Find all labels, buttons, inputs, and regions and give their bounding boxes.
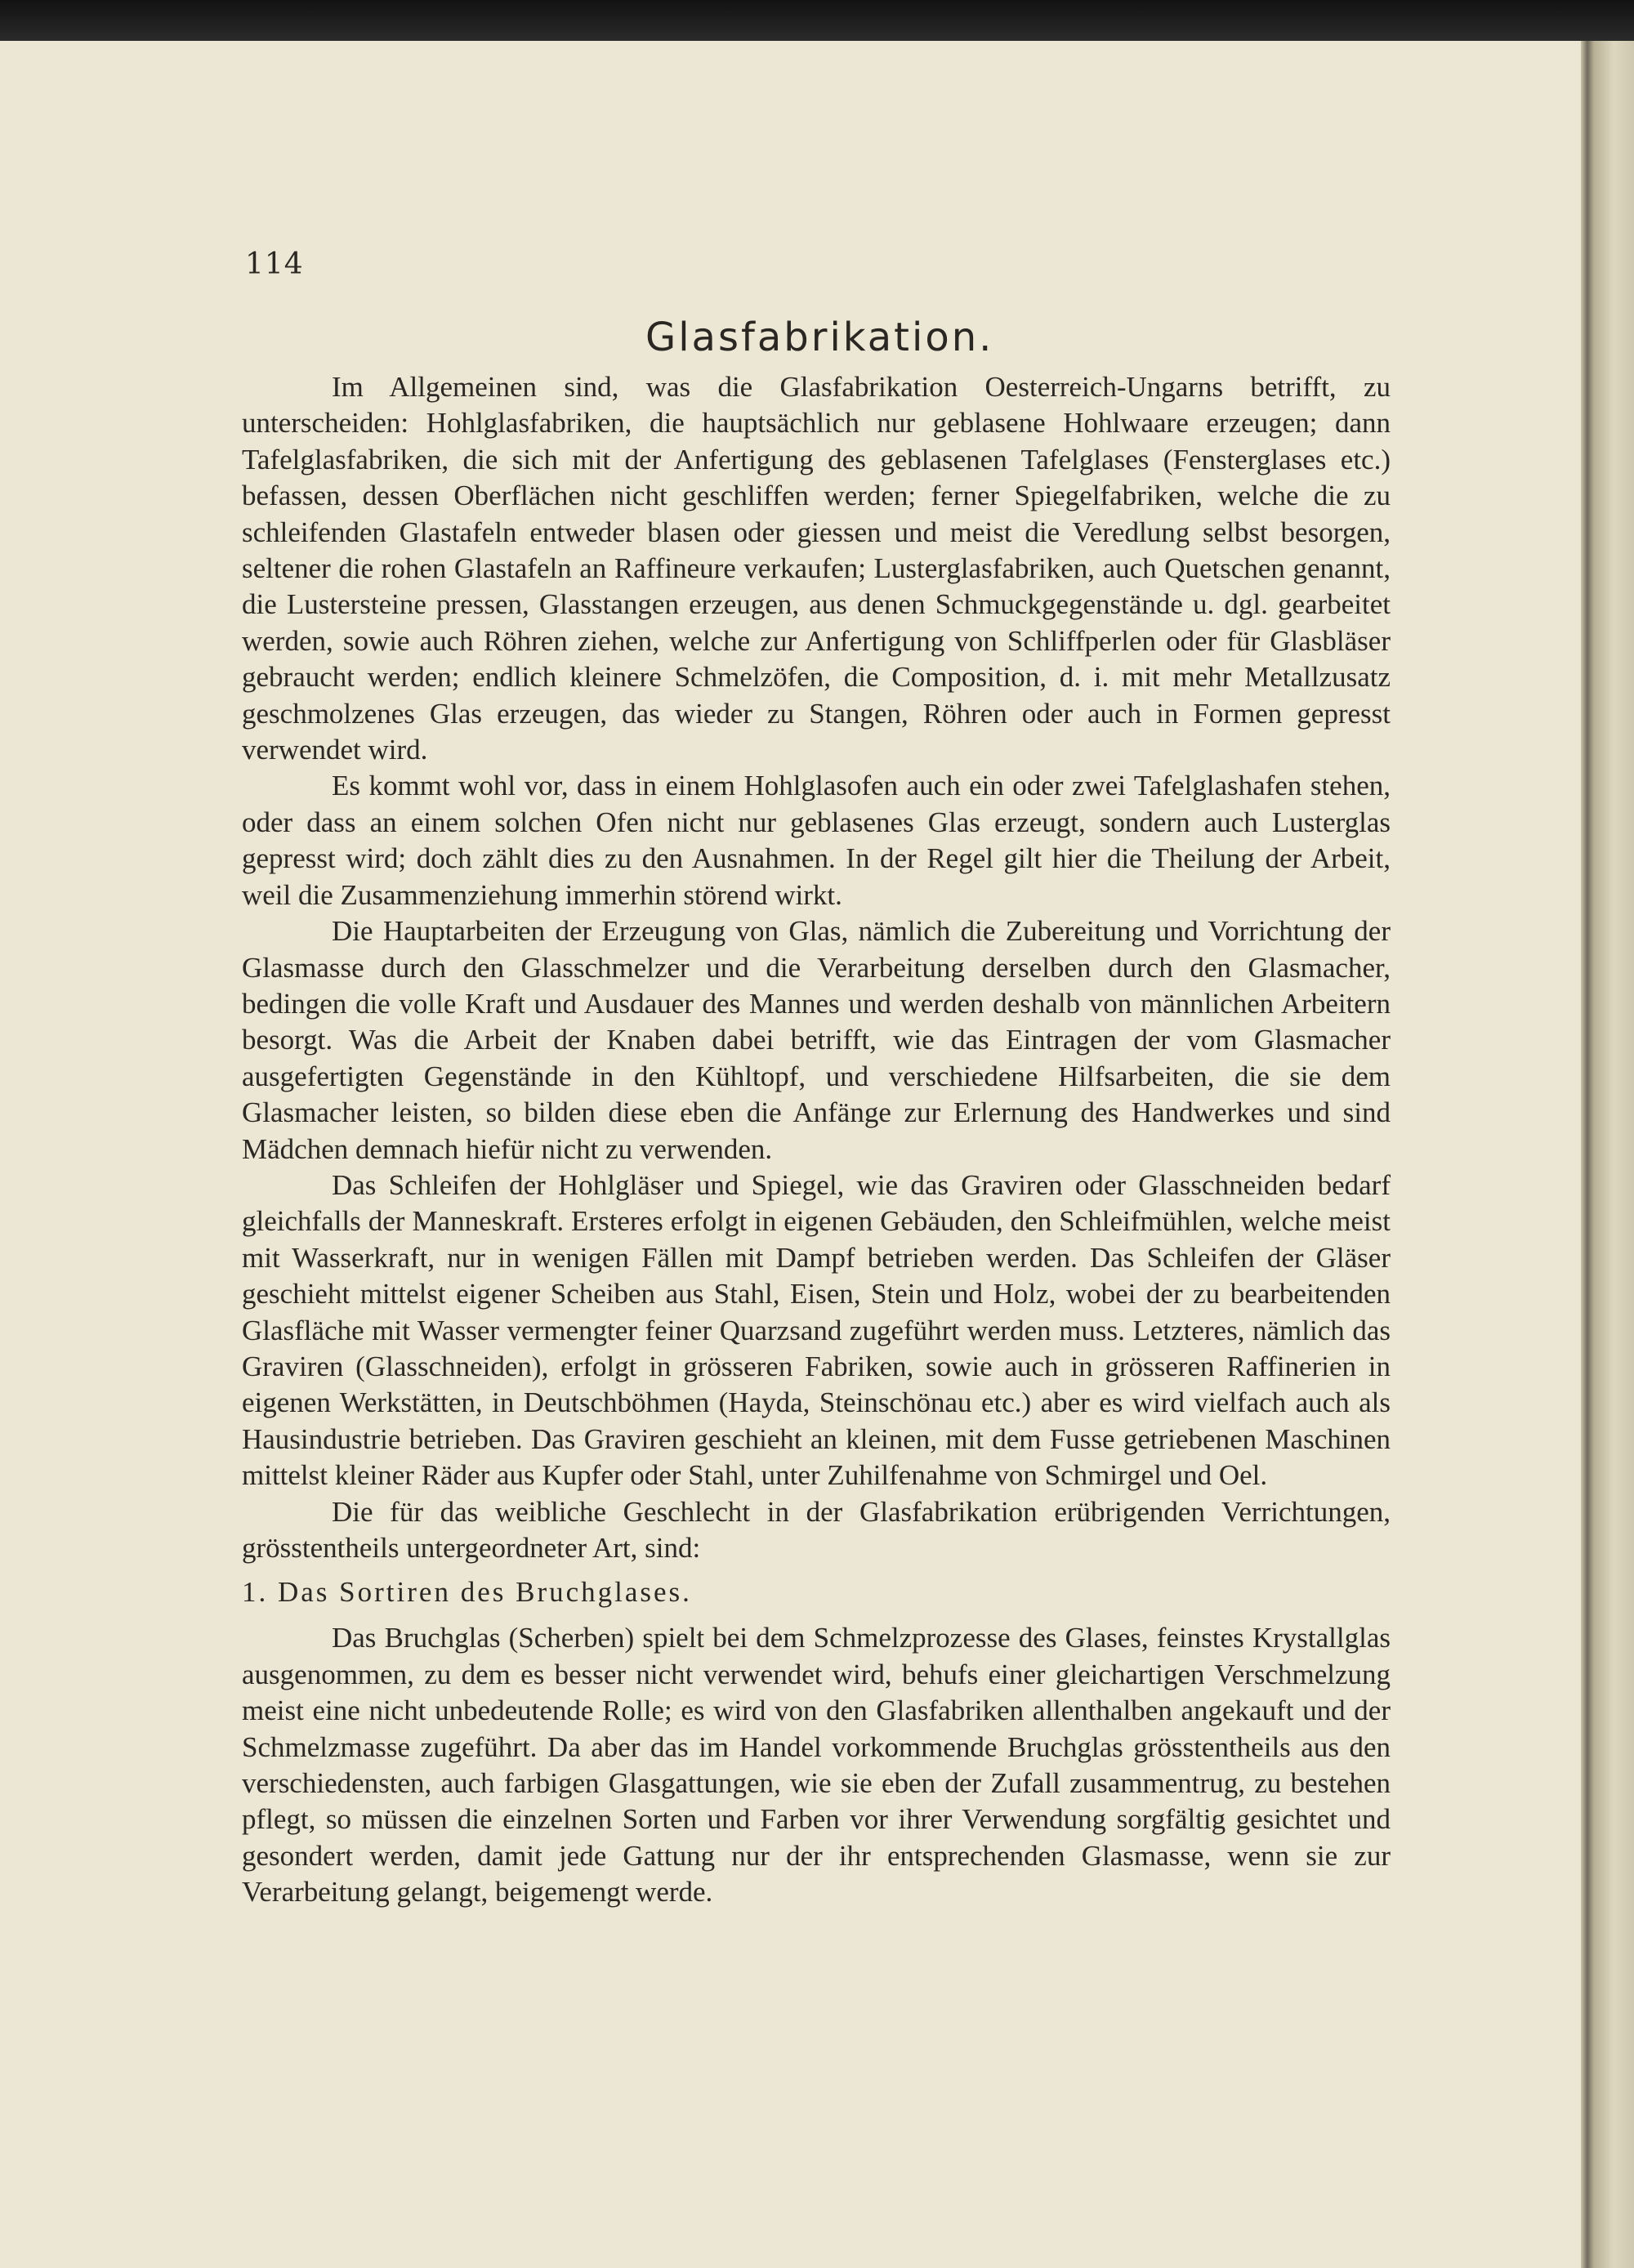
scan-top-border (0, 0, 1634, 41)
paragraph-female-tasks: Die für das weibliche Geschlecht in der Glasfabrikation erübrigenden Verrichtungen, grösstentheils untergeordneter Art, sind: (242, 1495, 1391, 1564)
body-text (242, 369, 1391, 1911)
paragraph-combined-production: Es kommt wohl vor, dass in einem Hohlglasofen auch ein oder zwei Tafelglashafen stehen, oder dass an einem solchen Ofen nicht nur geblasenes Glas erzeugt, sondern auch Lusterglas gepresst wird; doch zählt dies zu den Ausnahmen. In der Regel gilt hier die Theilung der Arbeit, weil die Zusammenziehung immerhin störend wirkt. (242, 770, 1391, 911)
paragraph-factory-types: Im Allgemeinen sind, was die Glasfabrikation Oesterreich-Ungarns betrifft, zu unterscheiden: Hohlglasfabriken, die hauptsächlich nur geblasene Hohlwaare erzeugen; dann Tafelglasfabriken, die sich mit der Anfertigung des geblasenen Tafelglases (Fensterglases etc.) befassen, dessen Oberflächen nicht geschliffen werden; ferner Spiegelfabriken, welche die zu schleifenden Glastafeln entweder blasen oder giessen und meist die Veredlung selbst besorgen, seltener die rohen Glastafeln an Raffineure verkaufen; Lusterglasfabriken, auch Quetschen genannt, die Lustersteine pressen, Glasstangen erzeugen, aus denen Schmuckgegenstände u. dgl. gearbeitet werden, sowie auch Röhren ziehen, welche zur Anfertigung von Schliffperlen oder für Glasbläser gebraucht werden; endlich kleinere Schmelzöfen, die Composition, d. i. mit mehr Metallzusatz geschmolzenes Glas erzeugen, das wieder zu Stangen, Röhren oder auch in Formen gepresst verwendet wird. (242, 371, 1391, 766)
paragraph-grinding-engraving: Das Schleifen der Hohlgläser und Spiegel, wie das Graviren oder Glasschneiden bedarf gleichfalls der Manneskraft. Ersteres erfolgt in eigenen Gebäuden, den Schleifmühlen, welche meist mit Wasserkraft, nur in wenigen Fällen mit Dampf betrieben werden. Das Schleifen der Gläser geschieht mittelst eigener Scheiben aus Stahl, Eisen, Stein und Holz, wobei der zu bearbeitenden Glasfläche mit Wasser vermengter feiner Quarzsand zugeführt werden muss. Letzteres, nämlich das Graviren (Glasschneiden), erfolgt in grösseren Fabriken, sowie auch in grösseren Raffinerien in eigenen Werkstätten, in Deutschböhmen (Hayda, Steinschönau etc.) aber es wird vielfach auch als Hausindustrie betrieben. Das Graviren geschieht an kleinen, mit dem Fusse getriebenen Maschinen mittelst kleiner Räder aus Kupfer oder Stahl, unter Zuhilfenahme von Schmirgel und Oel. (242, 1168, 1391, 1492)
paragraph-cullet-sorting: Das Bruchglas (Scherben) spielt bei dem Schmelzprozesse des Glases, feinstes Krystallglas ausgenommen, zu dem es besser nicht verwendet wird, behufs einer gleichartigen Verschmelzung meist eine nicht unbedeutende Rolle; es wird von den Glasfabriken allenthalben angekauft und der Schmelzmasse zugeführt. Da aber das im Handel vorkommende Bruchglas grösstentheils aus den verschiedensten, auch farbigen Glasgattungen, wie sie eben der Zufall zusammentrug, zu bestehen pflegt, so müssen die einzelnen Sorten und Farben vor ihrer Verwendung sorgfältig gesichtet und gesondert werden, damit jede Gattung nur der ihr entsprechenden Glasmasse, wenn sie zur Verarbeitung gelangt, beigemengt werde. (242, 1622, 1391, 1909)
section-heading: 1. Das Sortiren des Bruchglases. (242, 1576, 692, 1609)
paragraph-main-work: Die Hauptarbeiten der Erzeugung von Glas, nämlich die Zubereitung und Vorrichtung der Glasmasse durch den Glasschmelzer und die Verarbeitung derselben durch den Glasmacher, bedingen die volle Kraft und Ausdauer des Mannes und werden deshalb von männlichen Arbeitern besorgt. Was die Arbeit der Knaben dabei betrifft, wie das Eintragen der vom Glasmacher ausgefertigten Gegenstände in den Kühltopf, und verschiedene Hilfsarbeiten, die sie dem Glasmacher leisten, so bilden diese eben die Anfänge zur Erlernung des Handwerkes und sind Mädchen demnach hiefür nicht zu verwenden. (242, 915, 1391, 1165)
facing-page-edge (1581, 41, 1634, 2268)
page-number: 114 (245, 248, 304, 281)
page-title: Glasfabrikation. (645, 315, 994, 360)
